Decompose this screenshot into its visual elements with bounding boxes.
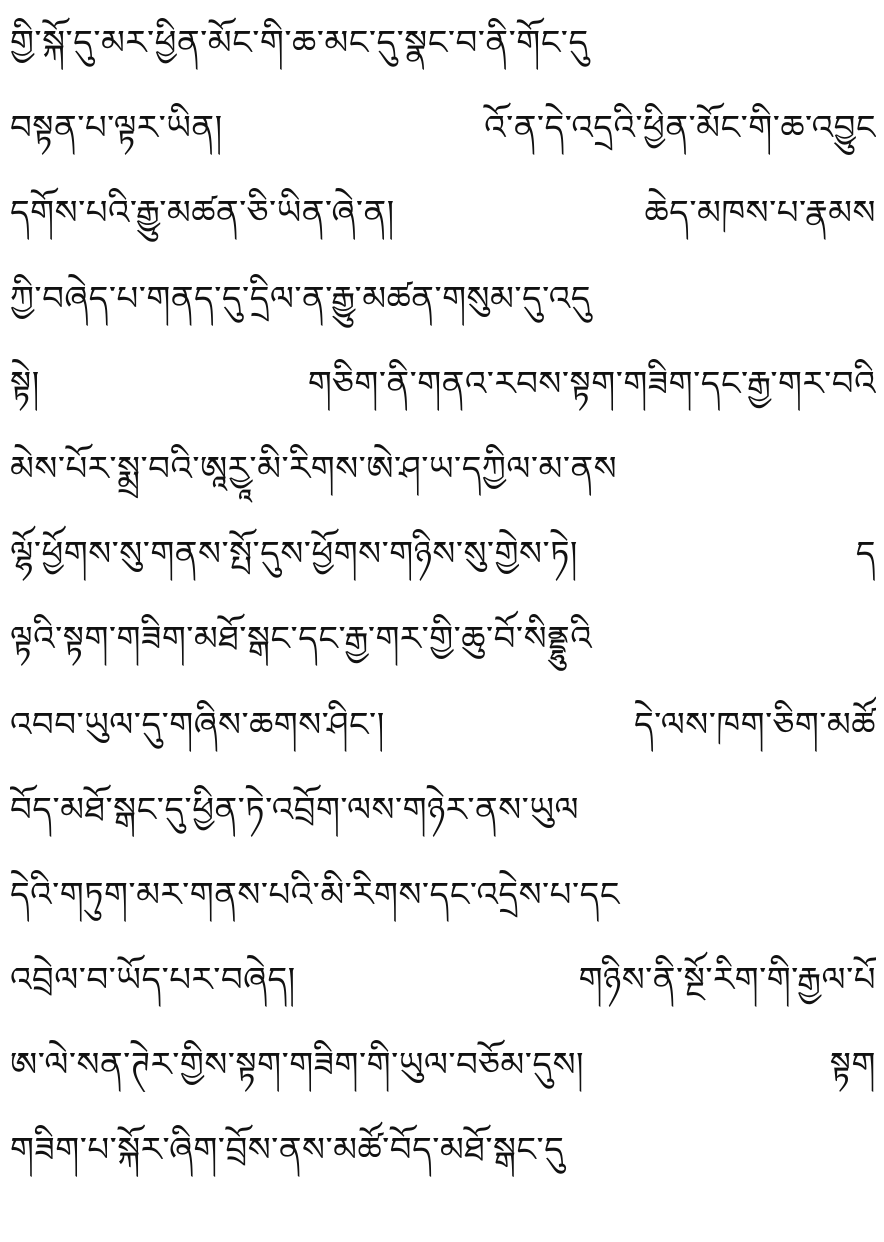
tibetan-text-block — [10, 10, 876, 1203]
text-line-2: བསྟན་པ་ལྟར་ཡིན། འོ་ན་དེ་འདྲའི་ཕྱིན་མོང་གི་ཆ་འབྱུང — [10, 108, 876, 149]
text-line-9: འབབ་ཡུལ་དུ་གཞིས་ཆགས་ཤིང་། དེ་ལས་ཁག་ཅིག་མཚོ — [10, 704, 876, 745]
text-line-8: ལྟའི་སྟག་གཟིག་མཐོ་སྒང་དང་རྒྱ་གར་གྱི་ཆུ་བོ་སིནྡྷུའི — [10, 619, 593, 660]
text-line-14: གཟིག་པ་སྐོར་ཞིག་བྲོས་ནས་མཚོ་བོད་མཐོ་སྒང་དུ — [10, 1130, 565, 1171]
text-line-11: དེའི་གཏུག་མར་གནས་པའི་མི་རིགས་དང་འདྲེས་པ་དང — [10, 874, 620, 915]
text-line-4: ཀྱི་བཞེད་པ་གནད་དུ་དྲིལ་ན་རྒྱུ་མཚན་གསུམ་དུ་འདུ — [10, 278, 591, 319]
text-line-6: མེས་པོར་སྨྲ་བའི་ཨཱརྱཱ་མི་རིགས་ཨེ་ཤ་ཡ་དཀྱིལ་མ་ནས — [10, 448, 618, 489]
text-line-1: གྱི་སྐོ་དུ་མར་ཕྱིན་མོང་གི་ཆ་མང་དུ་སྣང་བ་ནི་གོང་དུ — [10, 23, 589, 63]
text-line-10: བོད་མཐོ་སྒང་དུ་ཕྱིན་ཏེ་འབྲོག་ལས་གཉེར་ནས་ཡུལ — [10, 789, 579, 830]
text-line-13: ཨ་ལེ་སན་ཊེར་གྱིས་སྟག་གཟིག་གི་ཡུལ་བཅོམ་དུས། སྟག — [10, 1045, 876, 1086]
text-line-12: འབྲེལ་བ་ཡོད་པར་བཞེད། གཉིས་ནི་སྔོ་རིག་གི་རྒྱལ་པོ — [10, 960, 876, 1001]
text-line-3: དགོས་པའི་རྒྱུ་མཚན་ཅི་ཡིན་ཞེ་ན། ཆེད་མཁས་པ་རྣམས — [10, 193, 876, 234]
text-line-7: ལྷོ་ཕྱོགས་སུ་གནས་སྤོ་དུས་ཕྱོགས་གཉིས་སུ་གྱེས་ཏེ། ད — [10, 534, 876, 575]
text-line-5: སྟེ། གཅིག་ནི་གནའ་རབས་སྟག་གཟིག་དང་རྒྱ་གར་བའི — [10, 363, 876, 404]
